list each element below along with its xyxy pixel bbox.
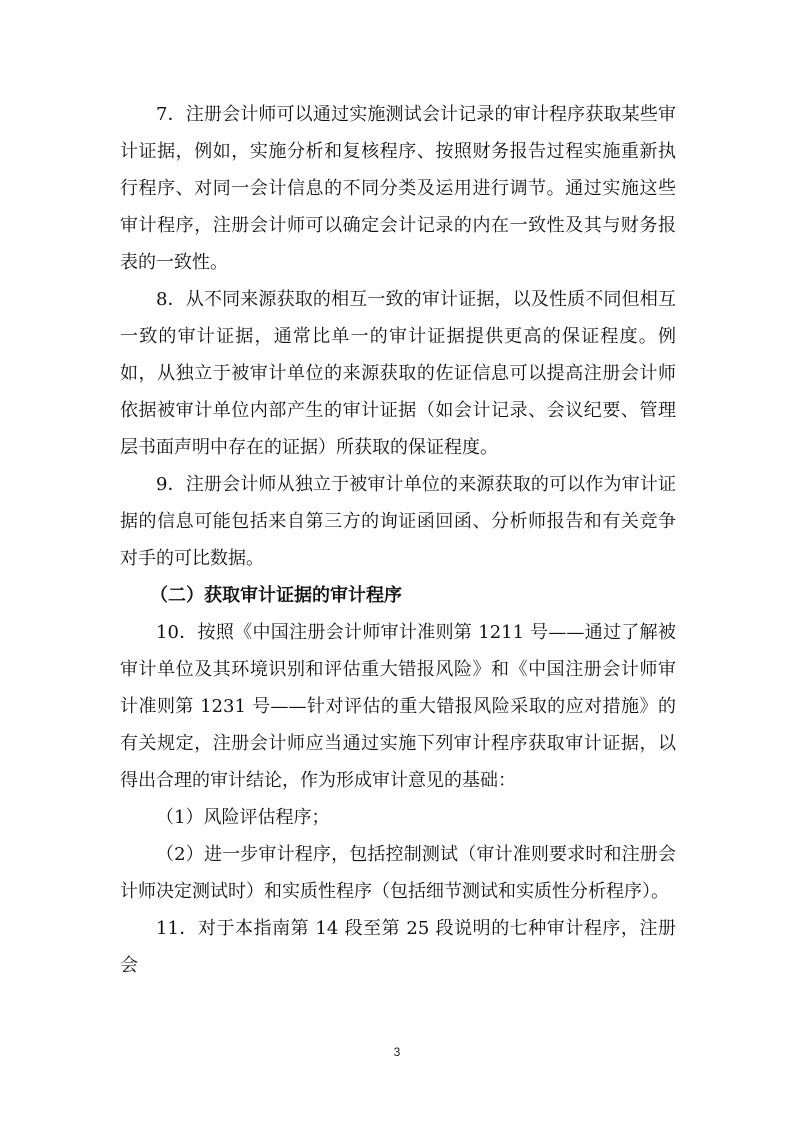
paragraph-9: 9．注册会计师从独立于被审计单位的来源获取的可以作为审计证据的信息可能包括来自第三方的询证函回函、分析师报告和有关竞争对手的可比数据。 [120, 474, 676, 569]
page-number: 3 [393, 1045, 401, 1059]
list-item-risk-assessment: （1）风险评估程序； [156, 807, 330, 828]
paragraph-10: 10．按照《中国注册会计师审计准则第 1211 号——通过了解被审计单位及其环境识别和评估重大错报风险》和《中国注册会计师审计准则第 1231 号——针对评估的重大错报风险采取的应对措施》的有关规定，注册会计师应当通过实施下列审计程序获取审计证据，以得出合理的审计结论，作为形成审计意见的基础： [120, 622, 676, 791]
document-body [120, 96, 676, 984]
paragraph-11: 11．对于本指南第 14 段至第 25 段说明的七种审计程序，注册会 [120, 918, 676, 976]
list-item-further-procedures: （2）进一步审计程序，包括控制测试（审计准则要求时和注册会计师决定测试时）和实质性程序（包括细节测试和实质性分析程序）。 [120, 844, 676, 902]
section-heading: （二）获取审计证据的审计程序 [150, 585, 402, 606]
paragraph-7: 7．注册会计师可以通过实施测试会计记录的审计程序获取某些审计证据，例如，实施分析和复核程序、按照财务报告过程实施重新执行程序、对同一会计信息的不同分类及运用进行调节。通过实施这些审计程序，注册会计师可以确定会计记录的内在一致性及其与财务报表的一致性。 [120, 104, 676, 273]
paragraph-8: 8．从不同来源获取的相互一致的审计证据，以及性质不同但相互一致的审计证据，通常比单一的审计证据提供更高的保证程度。例如，从独立于被审计单位的来源获取的佐证信息可以提高注册会计师依据被审计单位内部产生的审计证据（如会计记录、会议纪要、管理层书面声明中存在的证据）所获取的保证程度。 [120, 289, 676, 458]
